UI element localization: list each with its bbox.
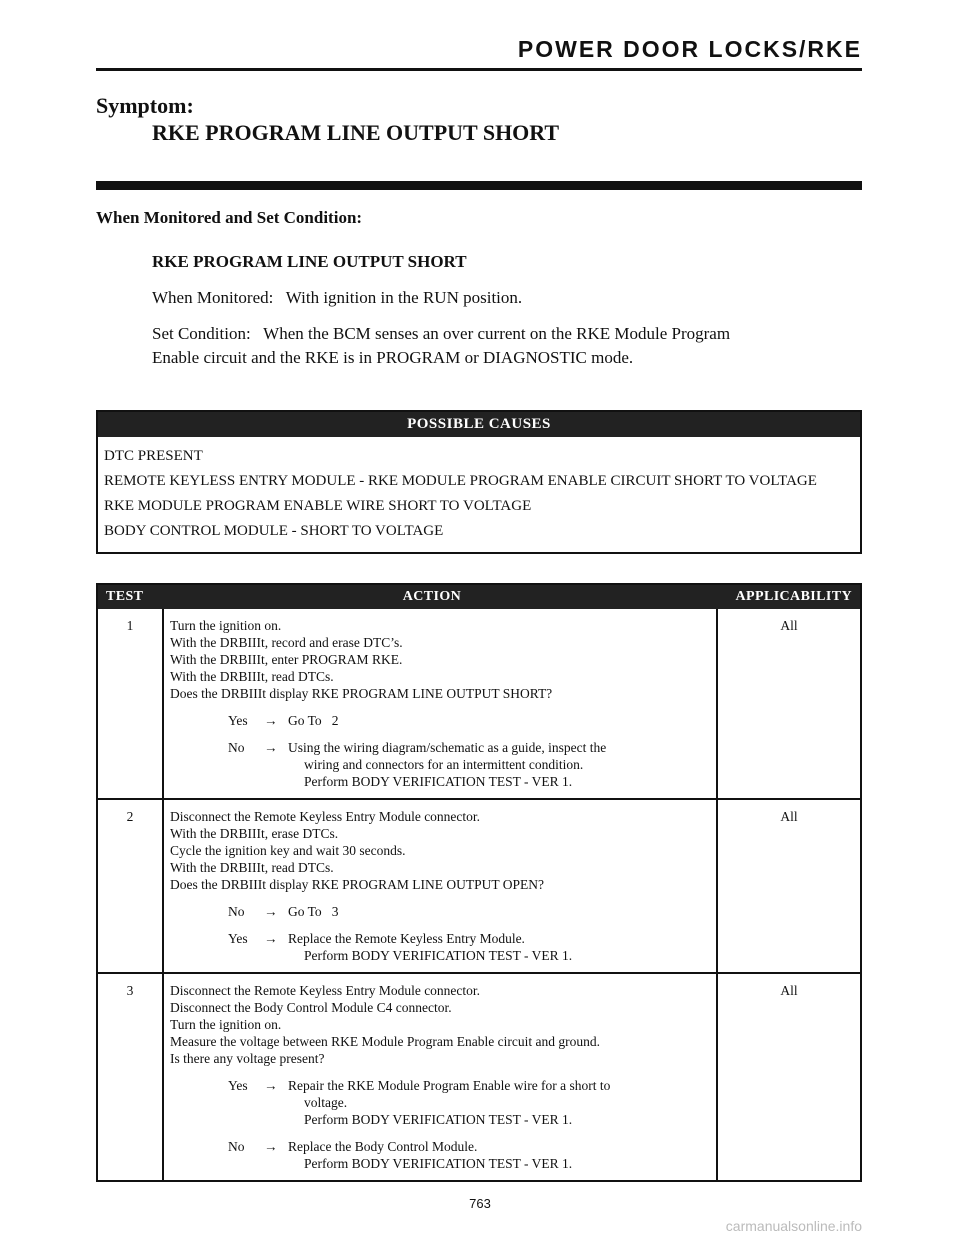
- arrow-right-icon: →: [264, 1078, 278, 1093]
- action-step: Measure the voltage between RKE Module Program Enable circuit and ground.: [170, 1034, 600, 1049]
- condition-block: [152, 250, 864, 370]
- test-applicability: All: [780, 983, 798, 998]
- set-condition-line-1: Set Condition: When the BCM senses an over current on the RKE Module Program: [152, 324, 731, 343]
- test-action: [164, 609, 718, 798]
- header-rule: [96, 68, 862, 71]
- outcome-line: Perform BODY VERIFICATION TEST - VER 1.: [304, 948, 573, 963]
- test-outcome: [170, 930, 710, 964]
- cause-item: BODY CONTROL MODULE - SHORT TO VOLTAGE: [104, 523, 444, 539]
- test-outcome: [170, 1138, 710, 1172]
- outcome-line: Perform BODY VERIFICATION TEST - VER 1.: [304, 1156, 573, 1171]
- possible-causes-heading: POSSIBLE CAUSES: [98, 412, 860, 437]
- possible-causes-list: [98, 437, 860, 552]
- when-monitored-text: When Monitored: With ignition in the RUN position.: [152, 288, 523, 307]
- test-applicability: All: [780, 809, 798, 824]
- test-action: [164, 800, 718, 972]
- outcome-line: Go To 3: [288, 904, 339, 919]
- arrow-right-icon: →: [264, 904, 278, 919]
- outcome-answer: Yes: [228, 1078, 248, 1093]
- action-step: Does the DRBIIIt display RKE PROGRAM LINE OUTPUT SHORT?: [170, 686, 553, 701]
- test-applicability: All: [780, 618, 798, 633]
- outcome-line: wiring and connectors for an intermittent condition.: [304, 757, 584, 772]
- action-step: Cycle the ignition key and wait 30 seconds.: [170, 843, 406, 858]
- action-steps: [170, 982, 710, 1067]
- arrow-right-icon: →: [264, 740, 278, 755]
- action-step: Turn the ignition on.: [170, 1017, 282, 1032]
- cause-item: DTC PRESENT: [104, 448, 203, 464]
- cause-item: RKE MODULE PROGRAM ENABLE WIRE SHORT TO VOLTAGE: [104, 498, 532, 514]
- test-row: [98, 972, 860, 1180]
- action-step: Disconnect the Remote Keyless Entry Module connector.: [170, 983, 481, 998]
- set-condition-text: [152, 322, 864, 370]
- monitored-heading: When Monitored and Set Condition:: [96, 208, 363, 227]
- test-number: 2: [98, 800, 164, 972]
- test-rows: [98, 609, 860, 1180]
- test-outcome: [170, 903, 710, 920]
- outcome-text: [288, 1077, 710, 1128]
- outcome-text: [288, 739, 710, 790]
- page-number: 763: [469, 1196, 491, 1211]
- watermark: carmanualsonline.info: [725, 1218, 862, 1234]
- action-step: With the DRBIIIt, enter PROGRAM RKE.: [170, 652, 403, 667]
- action-step: With the DRBIIIt, read DTCs.: [170, 860, 334, 875]
- arrow-right-icon: →: [264, 931, 278, 946]
- action-step: Disconnect the Remote Keyless Entry Module connector.: [170, 809, 481, 824]
- action-step: With the DRBIIIt, erase DTCs.: [170, 826, 339, 841]
- test-table-header: [98, 585, 860, 609]
- outcome-answer: No: [228, 1139, 245, 1154]
- action-step: Turn the ignition on.: [170, 618, 282, 633]
- outcome-text: [288, 930, 710, 964]
- cause-item: REMOTE KEYLESS ENTRY MODULE - RKE MODULE PROGRAM ENABLE CIRCUIT SHORT TO VOLTAGE: [104, 473, 817, 489]
- outcome-answer: No: [228, 740, 245, 755]
- outcome-line: Replace the Remote Keyless Entry Module.: [288, 931, 525, 946]
- outcome-text: [288, 903, 710, 920]
- outcome-line: voltage.: [304, 1095, 348, 1110]
- action-step: Is there any voltage present?: [170, 1051, 325, 1066]
- test-row: [98, 798, 860, 972]
- arrow-right-icon: →: [264, 1139, 278, 1154]
- column-header-test: TEST: [106, 589, 144, 604]
- outcome-line: Perform BODY VERIFICATION TEST - VER 1.: [304, 1112, 573, 1127]
- test-outcome: [170, 739, 710, 790]
- outcome-answer: Yes: [228, 713, 248, 728]
- action-steps: [170, 617, 710, 702]
- outcome-line: Go To 2: [288, 713, 339, 728]
- symptom-title: RKE PROGRAM LINE OUTPUT SHORT: [152, 120, 560, 145]
- action-step: Disconnect the Body Control Module C4 connector.: [170, 1000, 452, 1015]
- test-outcome: [170, 712, 710, 729]
- outcome-line: Repair the RKE Module Program Enable wire for a short to: [288, 1078, 611, 1093]
- test-number: 1: [98, 609, 164, 798]
- action-step: Does the DRBIIIt display RKE PROGRAM LINE OUTPUT OPEN?: [170, 877, 544, 892]
- column-header-action: ACTION: [402, 589, 462, 604]
- outcome-line: Perform BODY VERIFICATION TEST - VER 1.: [304, 774, 573, 789]
- symptom-label: Symptom:: [96, 93, 194, 118]
- action-steps: [170, 808, 710, 893]
- action-step: With the DRBIIIt, record and erase DTC’s.: [170, 635, 403, 650]
- page-header-title: POWER DOOR LOCKS/RKE: [517, 36, 862, 62]
- outcome-answer: Yes: [228, 931, 248, 946]
- outcome-answer: No: [228, 904, 245, 919]
- test-row: [98, 609, 860, 798]
- outcome-line: Replace the Body Control Module.: [288, 1139, 478, 1154]
- action-step: With the DRBIIIt, read DTCs.: [170, 669, 334, 684]
- test-number: 3: [98, 974, 164, 1180]
- test-action: [164, 974, 718, 1180]
- outcome-text: [288, 1138, 710, 1172]
- set-condition-line-2: Enable circuit and the RKE is in PROGRAM or DIAGNOSTIC mode.: [152, 348, 634, 367]
- outcome-text: [288, 712, 710, 729]
- test-outcome: [170, 1077, 710, 1128]
- condition-name: RKE PROGRAM LINE OUTPUT SHORT: [152, 252, 467, 271]
- column-header-applicability: APPLICABILITY: [735, 589, 852, 604]
- possible-causes-box: [96, 410, 862, 554]
- section-divider: [96, 181, 862, 190]
- outcome-line: Using the wiring diagram/schematic as a guide, inspect the: [288, 740, 607, 755]
- test-table: [96, 583, 862, 1182]
- arrow-right-icon: →: [264, 713, 278, 728]
